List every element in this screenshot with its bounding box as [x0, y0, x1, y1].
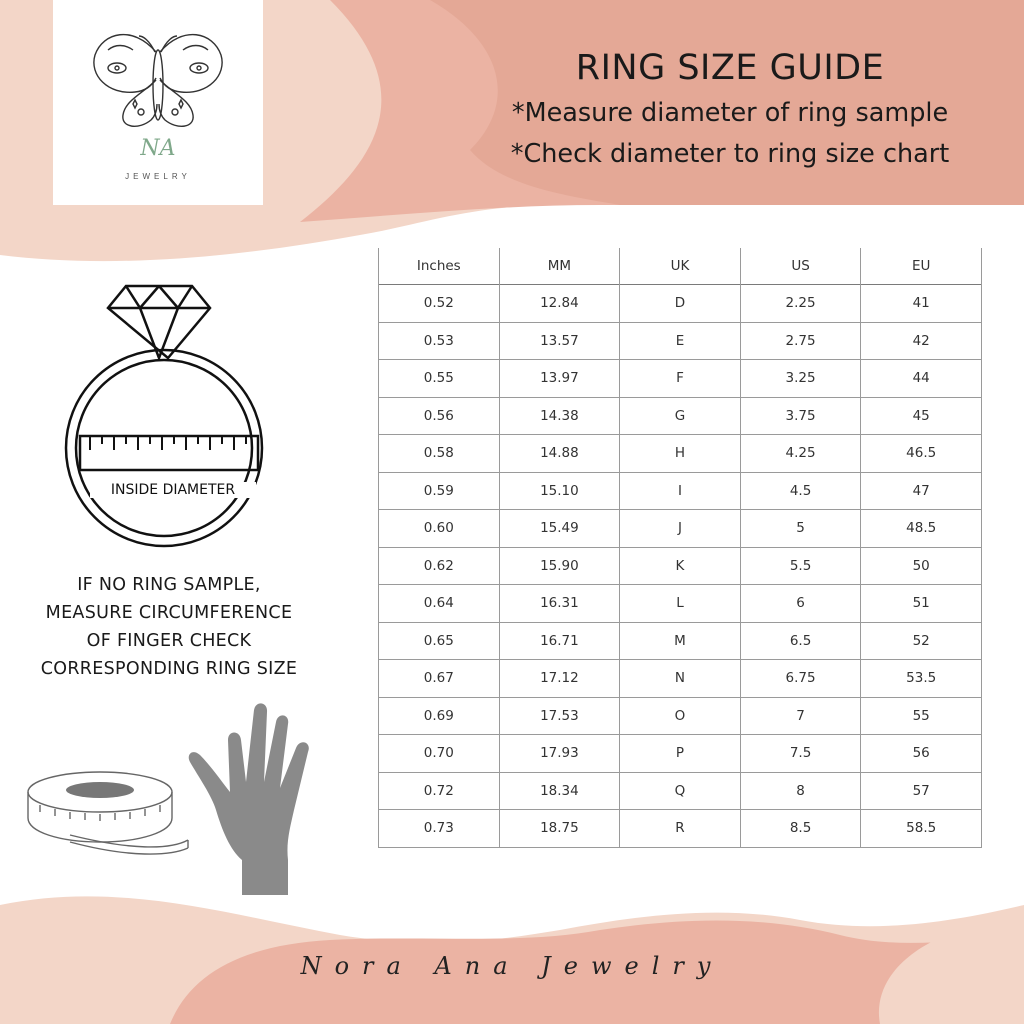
cell-mm: 14.88 — [499, 435, 620, 473]
cell-mm: 17.12 — [499, 660, 620, 698]
cell-us: 6.5 — [740, 622, 861, 660]
cell-us: 5.5 — [740, 547, 861, 585]
tape-and-hand-illustration — [10, 700, 340, 900]
cell-mm: 16.31 — [499, 585, 620, 623]
cell-mm: 12.84 — [499, 285, 620, 323]
cell-mm: 18.75 — [499, 810, 620, 848]
logo-monogram: NA — [140, 136, 176, 161]
cell-inches: 0.73 — [379, 810, 500, 848]
table-row — [379, 810, 982, 848]
cell-eu: 41 — [861, 285, 982, 323]
hand-icon — [189, 703, 309, 895]
note-line-3: OF FINGER CHECK — [86, 631, 252, 651]
cell-inches: 0.53 — [379, 322, 500, 360]
cell-uk: G — [620, 397, 741, 435]
cell-us: 5 — [740, 510, 861, 548]
footer-brand-name: Nora Ana Jewelry — [300, 952, 724, 980]
table-row — [379, 547, 982, 585]
cell-eu: 52 — [861, 622, 982, 660]
cell-us: 4.25 — [740, 435, 861, 473]
cell-eu: 55 — [861, 697, 982, 735]
cell-us: 3.75 — [740, 397, 861, 435]
cell-mm: 16.71 — [499, 622, 620, 660]
moth-logo-icon — [53, 0, 263, 140]
cell-eu: 46.5 — [861, 435, 982, 473]
cell-us: 2.25 — [740, 285, 861, 323]
cell-inches: 0.56 — [379, 397, 500, 435]
ring-size-chart — [378, 248, 982, 848]
cell-inches: 0.58 — [379, 435, 500, 473]
logo-card — [53, 0, 263, 205]
cell-mm: 15.10 — [499, 472, 620, 510]
cell-eu: 57 — [861, 772, 982, 810]
table-row — [379, 397, 982, 435]
cell-uk: J — [620, 510, 741, 548]
cell-uk: K — [620, 547, 741, 585]
cell-eu: 48.5 — [861, 510, 982, 548]
instruction-line-2: *Check diameter to ring size chart — [510, 139, 950, 169]
table-row — [379, 360, 982, 398]
table-row — [379, 510, 982, 548]
cell-inches: 0.70 — [379, 735, 500, 773]
cell-eu: 53.5 — [861, 660, 982, 698]
cell-inches: 0.65 — [379, 622, 500, 660]
cell-inches: 0.67 — [379, 660, 500, 698]
table-row — [379, 322, 982, 360]
cell-uk: N — [620, 660, 741, 698]
cell-mm: 15.49 — [499, 510, 620, 548]
cell-inches: 0.72 — [379, 772, 500, 810]
cell-eu: 44 — [861, 360, 982, 398]
logo-subtitle: JEWELRY — [125, 172, 191, 181]
tape-measure-icon — [28, 772, 188, 854]
cell-uk: O — [620, 697, 741, 735]
cell-us: 7 — [740, 697, 861, 735]
cell-us: 2.75 — [740, 322, 861, 360]
cell-uk: E — [620, 322, 741, 360]
table-row — [379, 660, 982, 698]
ring-diagram-icon — [60, 276, 280, 556]
cell-us: 3.25 — [740, 360, 861, 398]
cell-uk: R — [620, 810, 741, 848]
cell-uk: P — [620, 735, 741, 773]
header-inches: Inches — [379, 248, 500, 285]
circumference-note — [10, 571, 328, 683]
instruction-line-1: *Measure diameter of ring sample — [511, 98, 949, 128]
cell-inches: 0.55 — [379, 360, 500, 398]
cell-uk: D — [620, 285, 741, 323]
cell-eu: 45 — [861, 397, 982, 435]
header-eu: EU — [861, 248, 982, 285]
cell-us: 6 — [740, 585, 861, 623]
cell-us: 6.75 — [740, 660, 861, 698]
cell-inches: 0.64 — [379, 585, 500, 623]
table-header-row — [379, 248, 982, 285]
header-uk: UK — [620, 248, 741, 285]
cell-mm: 15.90 — [499, 547, 620, 585]
cell-us: 8 — [740, 772, 861, 810]
cell-mm: 13.57 — [499, 322, 620, 360]
cell-inches: 0.60 — [379, 510, 500, 548]
inside-diameter-label: INSIDE DIAMETER — [90, 482, 256, 498]
cell-uk: F — [620, 360, 741, 398]
note-line-4: CORRESPONDING RING SIZE — [40, 659, 298, 679]
cell-inches: 0.69 — [379, 697, 500, 735]
table-row — [379, 285, 982, 323]
cell-eu: 51 — [861, 585, 982, 623]
table-row — [379, 735, 982, 773]
cell-inches: 0.59 — [379, 472, 500, 510]
cell-eu: 56 — [861, 735, 982, 773]
cell-mm: 13.97 — [499, 360, 620, 398]
cell-eu: 50 — [861, 547, 982, 585]
table-row — [379, 472, 982, 510]
table-row — [379, 585, 982, 623]
cell-eu: 58.5 — [861, 810, 982, 848]
cell-uk: L — [620, 585, 741, 623]
header-us: US — [740, 248, 861, 285]
cell-uk: I — [620, 472, 741, 510]
note-line-2: MEASURE CIRCUMFERENCE — [45, 603, 293, 623]
cell-mm: 14.38 — [499, 397, 620, 435]
cell-uk: M — [620, 622, 741, 660]
page-title: RING SIZE GUIDE — [575, 48, 885, 88]
table-row — [379, 697, 982, 735]
header-mm: MM — [499, 248, 620, 285]
cell-uk: Q — [620, 772, 741, 810]
cell-eu: 42 — [861, 322, 982, 360]
cell-us: 8.5 — [740, 810, 861, 848]
cell-us: 7.5 — [740, 735, 861, 773]
cell-inches: 0.52 — [379, 285, 500, 323]
cell-mm: 18.34 — [499, 772, 620, 810]
table-row — [379, 622, 982, 660]
cell-uk: H — [620, 435, 741, 473]
cell-mm: 17.53 — [499, 697, 620, 735]
cell-us: 4.5 — [740, 472, 861, 510]
table-row — [379, 435, 982, 473]
cell-eu: 47 — [861, 472, 982, 510]
table-row — [379, 772, 982, 810]
note-line-1: IF NO RING SAMPLE, — [77, 575, 261, 595]
cell-mm: 17.93 — [499, 735, 620, 773]
cell-inches: 0.62 — [379, 547, 500, 585]
